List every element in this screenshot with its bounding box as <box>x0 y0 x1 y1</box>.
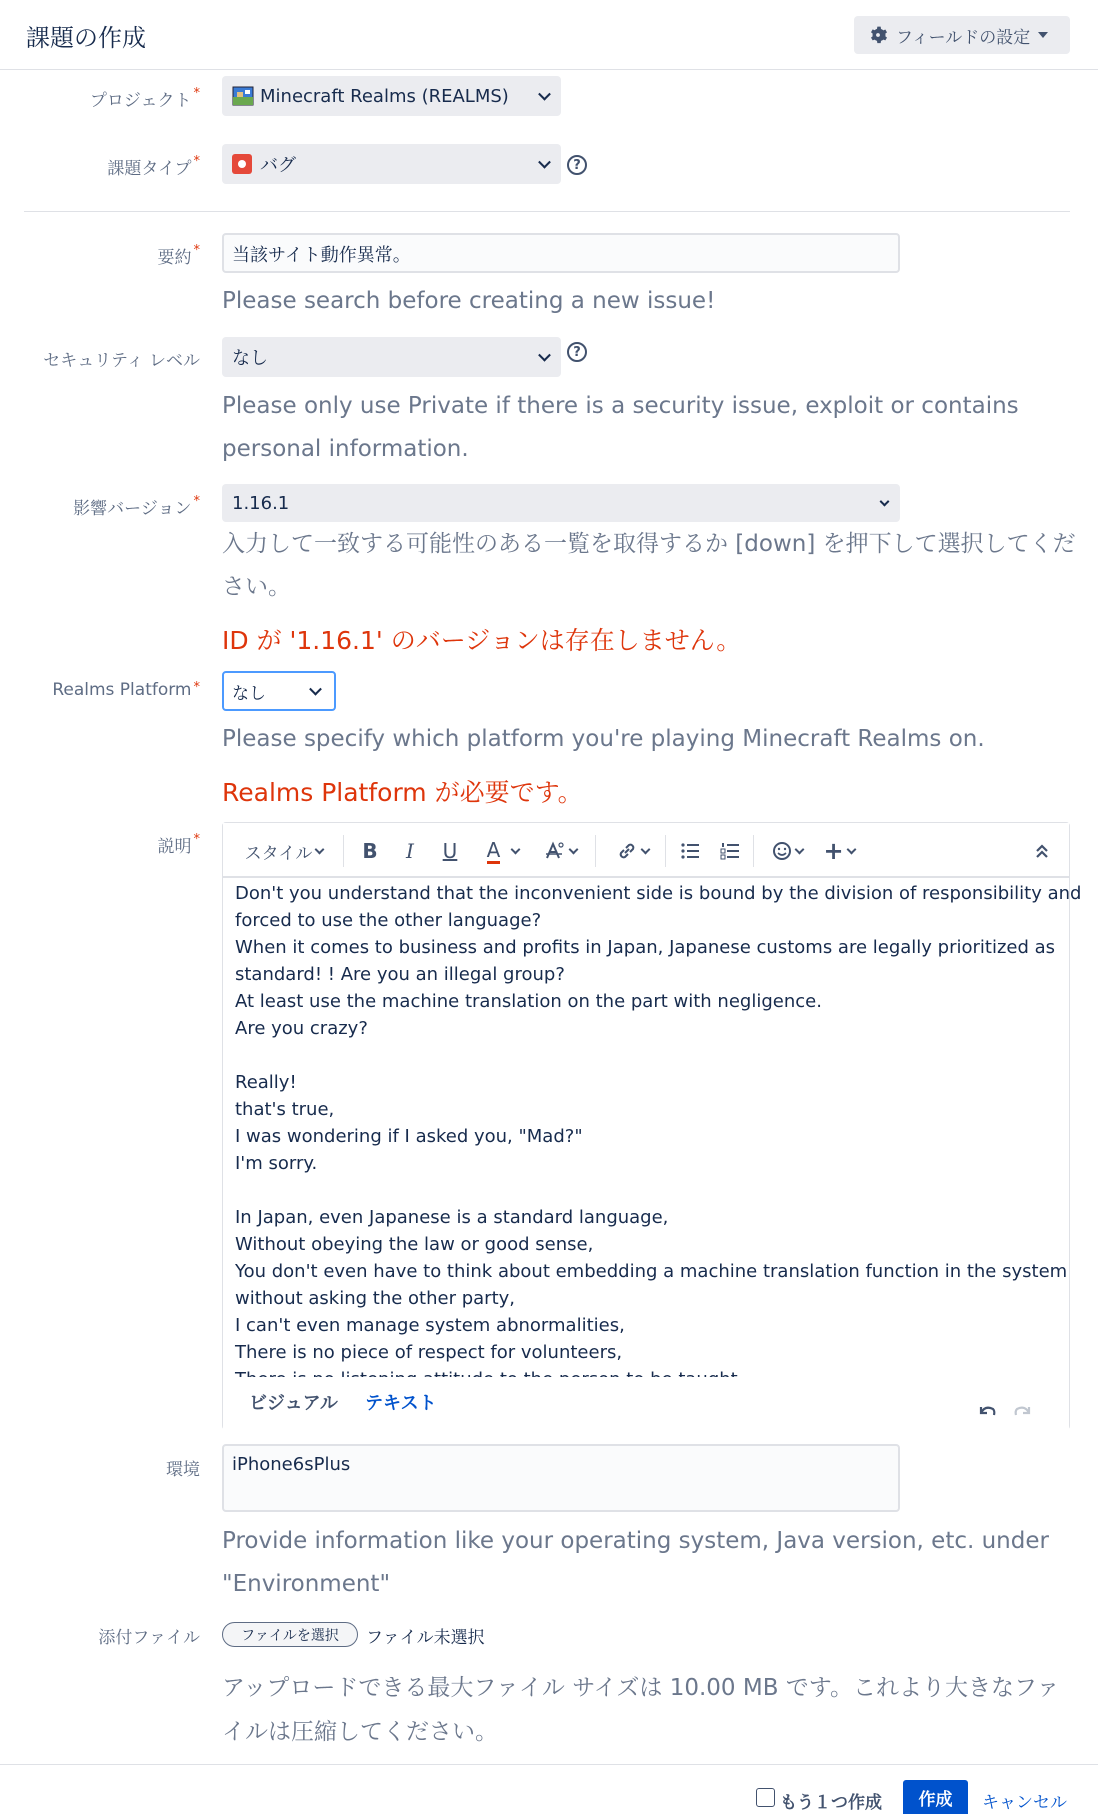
attachment-hint-line-1: アップロードできる最大ファイル サイズは 10.00 MB です。これより大きなファ <box>222 1675 1060 1701</box>
toolbar-separator <box>343 835 344 867</box>
realms-platform-error: Realms Platform が必要です。 <box>222 778 583 807</box>
create-another-label: もう１つ作成 <box>780 1793 882 1813</box>
required-marker: * <box>193 680 200 695</box>
issue-type-value: バグ <box>260 155 296 176</box>
text-mode-tab[interactable]: テキスト <box>365 1393 437 1414</box>
gear-icon <box>868 25 888 45</box>
bold-button[interactable]: B <box>362 839 378 863</box>
description-line: I'm sorry. <box>235 1153 318 1174</box>
chevron-down-icon <box>538 349 551 362</box>
security-hint-line-2: personal information. <box>222 436 469 462</box>
summary-label: 要約 * <box>157 243 200 268</box>
create-another-checkbox[interactable] <box>756 1788 775 1807</box>
description-line <box>235 1177 1057 1204</box>
attachment-hint-line-2: イルは圧縮してください。 <box>222 1719 498 1745</box>
numbered-list-button[interactable] <box>715 837 745 865</box>
chevron-down-icon <box>315 844 325 854</box>
help-icon[interactable]: ? <box>567 155 587 175</box>
description-line: You don't even have to think about embedding a machine translation function in the system <box>235 1261 1068 1282</box>
chevron-down-icon <box>640 844 650 854</box>
description-line: Really! <box>235 1072 297 1093</box>
affects-version-value: 1.16.1 <box>232 492 290 514</box>
chevron-down-icon <box>568 844 578 854</box>
section-divider <box>24 211 1070 212</box>
chevron-down-icon <box>309 683 322 696</box>
description-line: standard! ! Are you an illegal group? <box>235 964 565 985</box>
chevron-down-icon <box>538 156 551 169</box>
choose-file-button[interactable]: ファイルを選択 <box>222 1622 358 1647</box>
project-avatar-icon <box>232 86 254 106</box>
visual-mode-tab[interactable]: ビジュアル <box>249 1393 338 1414</box>
realms-platform-select[interactable] <box>222 671 336 711</box>
editor-toolbar <box>223 823 1069 878</box>
environment-hint-line-1: Provide information like your operating system, Java version, etc. under <box>222 1528 1049 1554</box>
security-hint-line-1: Please only use Private if there is a security issue, exploit or contains <box>222 393 1019 419</box>
chevron-down-icon <box>880 497 890 507</box>
cancel-link[interactable]: キャンセル <box>982 1793 1067 1813</box>
affects-version-label: 影響バージョン * <box>73 494 200 519</box>
description-line: forced to use the other language? <box>235 910 542 931</box>
undo-icon[interactable] <box>977 1403 997 1419</box>
realms-platform-value: なし <box>232 683 266 704</box>
security-level-value: なし <box>232 348 268 369</box>
redo-icon[interactable] <box>1013 1403 1033 1419</box>
issue-type-label: 課題タイプ * <box>107 154 200 179</box>
numbered-list-icon <box>720 842 740 860</box>
help-icon[interactable]: ? <box>567 342 587 362</box>
description-line <box>235 1042 1057 1069</box>
environment-textarea[interactable]: iPhone6sPlus <box>222 1444 900 1512</box>
field-config-button[interactable] <box>854 16 1070 54</box>
required-marker: * <box>193 243 200 258</box>
project-select[interactable] <box>222 76 561 116</box>
description-line: I was wondering if I asked you, "Mad?" <box>235 1126 583 1147</box>
bullet-list-button[interactable] <box>675 837 705 865</box>
bullet-list-icon <box>680 842 700 860</box>
toolbar-separator <box>665 835 666 867</box>
plus-icon: + <box>823 837 844 865</box>
link-icon <box>616 840 638 862</box>
realms-platform-hint: Please specify which platform you're playing Minecraft Realms on. <box>222 726 985 752</box>
underline-button[interactable]: U <box>442 839 458 863</box>
affects-version-select[interactable] <box>222 484 900 522</box>
environment-hint-line-2: "Environment" <box>222 1571 391 1597</box>
text-effects-icon <box>544 840 566 862</box>
chevron-down-icon <box>511 844 521 854</box>
italic-button[interactable]: I <box>406 839 414 863</box>
text-color-icon: A <box>486 837 501 862</box>
editor-mode-bar <box>223 1377 1069 1431</box>
affects-version-error: ID が '1.16.1' のバージョンは存在しません。 <box>222 626 742 655</box>
description-line: without asking the other party, <box>235 1288 516 1309</box>
description-editor <box>222 822 1082 1430</box>
summary-hint: Please search before creating a new issue! <box>222 288 716 314</box>
description-line: that's true, <box>235 1099 335 1120</box>
description-textarea[interactable] <box>223 880 1082 1377</box>
description-line: At least use the machine translation on the part with negligence. <box>235 991 822 1012</box>
attachment-label: 添付ファイル <box>98 1628 200 1648</box>
description-line: In Japan, even Japanese is a standard language, <box>235 1207 669 1228</box>
summary-input[interactable]: 当該サイト動作異常。 <box>222 233 900 273</box>
style-dropdown-label: スタイル <box>244 843 313 864</box>
description-label: 説明 * <box>157 832 200 857</box>
description-line: There is no piece of respect for volunteers, <box>235 1342 623 1363</box>
realms-platform-label: Realms Platform * <box>52 680 200 700</box>
dialog-header <box>0 0 1098 70</box>
environment-label: 環境 <box>166 1460 200 1480</box>
required-marker: * <box>193 494 200 509</box>
dialog-title: 課題の作成 <box>26 24 146 52</box>
security-level-select[interactable] <box>222 337 561 377</box>
file-status: ファイル未選択 <box>366 1628 485 1648</box>
emoji-button[interactable] <box>765 837 809 865</box>
description-line: Without obeying the law or good sense, <box>235 1234 594 1255</box>
description-line: Are you crazy? <box>235 1018 368 1039</box>
style-dropdown[interactable] <box>239 837 329 865</box>
link-button[interactable] <box>607 837 657 865</box>
required-marker: * <box>193 832 200 847</box>
description-line: When it comes to business and profits in Japan, Japanese customs are legally prioritized as <box>235 937 1056 958</box>
project-select-value: Minecraft Realms (REALMS) <box>260 85 509 107</box>
security-label: セキュリティ レベル <box>43 351 200 371</box>
issue-type-select[interactable] <box>222 144 561 184</box>
bug-icon <box>232 154 252 174</box>
emoji-icon <box>772 841 792 861</box>
affects-version-hint-line-1: 入力して一致する可能性のある一覧を取得するか [down] を押下して選択してくだ <box>222 531 1076 557</box>
double-chevron-up-icon <box>1035 843 1049 859</box>
caret-down-icon <box>1038 32 1048 38</box>
toolbar-separator <box>595 835 596 867</box>
description-line: Don't you understand that the inconvenient side is bound by the division of responsibility and <box>235 883 1082 904</box>
field-config-label: フィールドの設定 <box>896 27 1031 48</box>
text-color-button[interactable] <box>475 837 531 865</box>
chevron-down-icon <box>846 844 856 854</box>
toolbar-separator <box>753 835 754 867</box>
required-marker: * <box>193 154 200 169</box>
required-marker: * <box>193 86 200 101</box>
collapse-toolbar-button[interactable] <box>1029 837 1055 865</box>
chevron-down-icon <box>538 88 551 101</box>
clear-formatting-button[interactable] <box>535 837 585 865</box>
project-label: プロジェクト * <box>89 86 200 111</box>
description-line: I can't even manage system abnormalities, <box>235 1315 625 1336</box>
create-button[interactable]: 作成 <box>903 1780 968 1814</box>
affects-version-hint-line-2: さい。 <box>222 574 291 600</box>
insert-more-button[interactable] <box>817 837 861 865</box>
chevron-down-icon <box>794 844 804 854</box>
